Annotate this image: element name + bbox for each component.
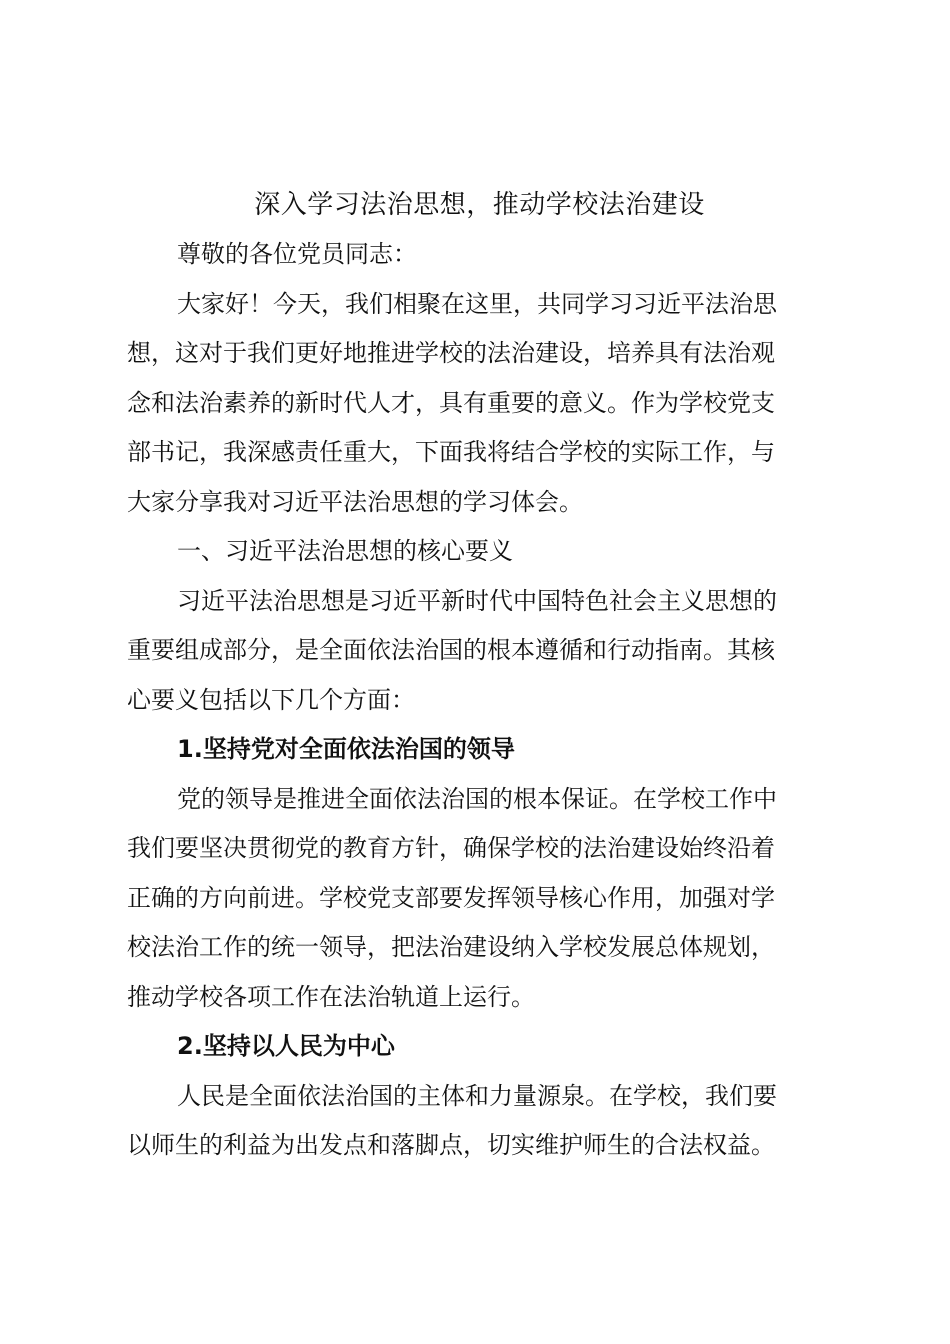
text-line: 念和法治素养的新时代人才，具有重要的意义。作为学校党支 [127, 388, 775, 417]
document-title: 深入学习法治思想，推动学校法治建设 [254, 190, 705, 220]
text-line: 想，这对于我们更好地推进学校的法治建设，培养具有法治观 [127, 339, 775, 367]
document-body [127, 180, 832, 1171]
text-line: 以师生的利益为出发点和落脚点，切实维护师生的合法权益。 [127, 1131, 775, 1159]
text-line: 一、习近平法治思想的核心要义 [177, 537, 513, 565]
text-line: 校法治工作的统一领导，把法治建设纳入学校发展总体规划， [127, 933, 775, 961]
text-line: 正确的方向前进。学校党支部要发挥领导核心作用，加强对学 [127, 883, 775, 912]
section-heading: 2.坚持以人民为中心 [177, 1032, 395, 1060]
text-line: 尊敬的各位党员同志： [177, 240, 417, 268]
text-line: 部书记，我深感责任重大，下面我将结合学校的实际工作，与 [127, 438, 775, 466]
text-line: 推动学校各项工作在法治轨道上运行。 [127, 982, 535, 1011]
text-line: 大家分享我对习近平法治思想的学习体会。 [127, 487, 583, 516]
document-lines [127, 230, 832, 1171]
text-line: 我们要坚决贯彻党的教育方针，确保学校的法治建设始终沿着 [127, 834, 775, 862]
text-line: 心要义包括以下几个方面： [127, 685, 415, 714]
text-line: 大家好！今天，我们相聚在这里，共同学习习近平法治思 [177, 289, 777, 318]
text-line: 重要组成部分，是全面依法治国的根本遵循和行动指南。其核 [127, 636, 775, 664]
text-line: 党的领导是推进全面依法治国的根本保证。在学校工作中 [177, 784, 777, 813]
text-line: 人民是全面依法治国的主体和力量源泉。在学校，我们要 [177, 1081, 777, 1110]
section-heading: 1.坚持党对全面依法治国的领导 [177, 735, 515, 763]
text-line: 习近平法治思想是习近平新时代中国特色社会主义思想的 [177, 586, 777, 615]
